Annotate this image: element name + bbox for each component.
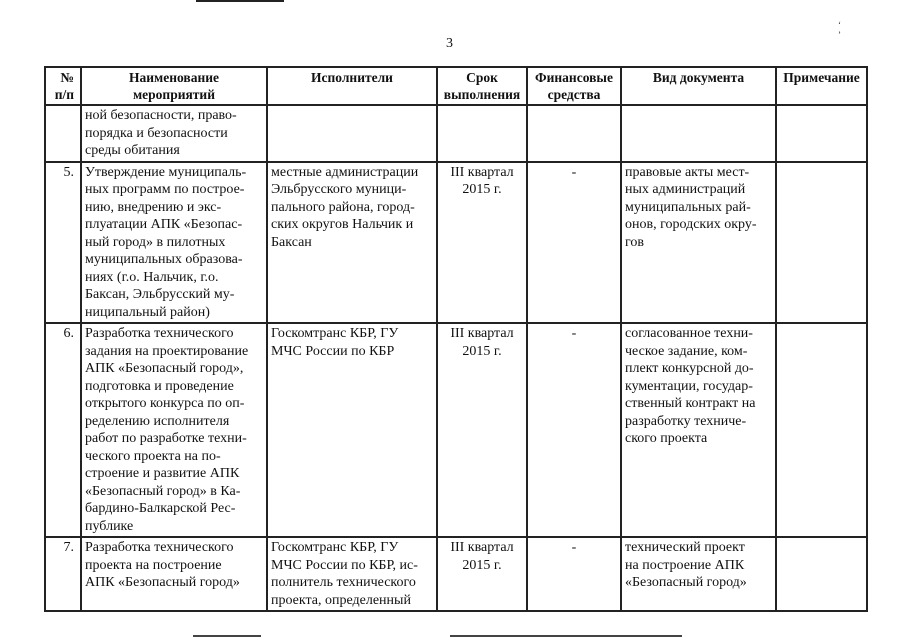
- cell-activity-name: Разработка технического задания на проектирование АПК «Безопасный город», подготовка и проведение открытого конкурса по оп- ределению исполнителя работ по разработке техни- ческого проекта на по- строение и развитие АПК «Безопасный город» в Ка- бардино-Балкарской Рес- публике: [81, 323, 267, 537]
- cell-activity-name: Утверждение муниципаль- ных программ по построе- нию, внедрению и экс- плуатации АПК «Безопас- ный город» в пилотных муниципальных образова- ниях (г.о. Нальчик, г.о. Баксан, Эльбрусский му- ниципальный район): [81, 162, 267, 324]
- cell-executors: Госкомтранс КБР, ГУ МЧС России по КБР: [267, 323, 437, 537]
- cell-funding: -: [527, 323, 621, 537]
- activities-table: [44, 66, 868, 612]
- cell-number: 7.: [45, 537, 81, 611]
- cell-deadline: III квартал 2015 г.: [437, 162, 527, 324]
- table-row: [45, 162, 867, 324]
- header-executors: Исполнители: [267, 67, 437, 105]
- cell-note: [776, 105, 867, 162]
- page-number: 3: [446, 36, 453, 51]
- table-row: [45, 537, 867, 611]
- cell-executors: Госкомтранс КБР, ГУ МЧС России по КБР, ис- полнитель технического проекта, определенный: [267, 537, 437, 611]
- corner-scan-marks: ‘ ’: [838, 20, 861, 40]
- table-row: [45, 323, 867, 537]
- cell-note: [776, 162, 867, 324]
- cell-document-type: технический проект на построение АПК «Безопасный город»: [621, 537, 776, 611]
- header-number: № п/п: [45, 67, 81, 105]
- cell-number: 6.: [45, 323, 81, 537]
- cell-activity-name: ной безопасности, право- порядка и безопасности среды обитания: [81, 105, 267, 162]
- cell-document-type: согласованное техни- ческое задание, ком- плект конкурсной до- кументации, государ- ственный контракт на разработку техниче- ского проекта: [621, 323, 776, 537]
- cell-number: [45, 105, 81, 162]
- cell-deadline: III квартал 2015 г.: [437, 323, 527, 537]
- bottom-edge-mark-left: [193, 635, 261, 637]
- cell-executors: [267, 105, 437, 162]
- bottom-edge-mark-right: [450, 635, 682, 637]
- header-document-type: Вид документа: [621, 67, 776, 105]
- top-edge-mark: [196, 0, 284, 2]
- header-activity-name: Наименование мероприятий: [81, 67, 267, 105]
- cell-document-type: [621, 105, 776, 162]
- table-row: [45, 105, 867, 162]
- cell-deadline: [437, 105, 527, 162]
- cell-note: [776, 537, 867, 611]
- cell-note: [776, 323, 867, 537]
- cell-funding: [527, 105, 621, 162]
- header-deadline: Срок выполнения: [437, 67, 527, 105]
- cell-funding: -: [527, 162, 621, 324]
- cell-activity-name: Разработка технического проекта на построение АПК «Безопасный город»: [81, 537, 267, 611]
- header-funding: Финансовые средства: [527, 67, 621, 105]
- cell-executors: местные администрации Эльбрусского муници- пального района, город- ских округов Нальчик и Баксан: [267, 162, 437, 324]
- table-header-row: [45, 67, 867, 105]
- cell-funding: -: [527, 537, 621, 611]
- cell-deadline: III квартал 2015 г.: [437, 537, 527, 611]
- header-note: Примечание: [776, 67, 867, 105]
- cell-number: 5.: [45, 162, 81, 324]
- cell-document-type: правовые акты мест- ных администраций муниципальных рай- онов, городских окру- гов: [621, 162, 776, 324]
